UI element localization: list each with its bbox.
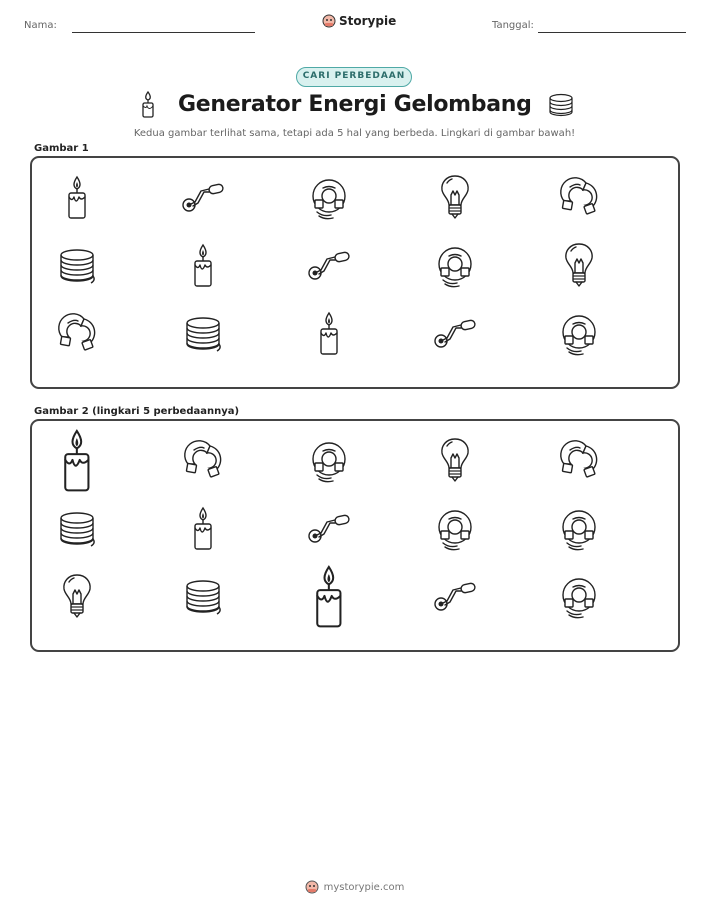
panel1-item-crank-icon [425,304,485,364]
name-label: Nama: [24,20,57,31]
panel2-item-crank-icon[interactable] [425,567,485,627]
panel1-item-bulb-icon [425,168,485,228]
panel1-item-crank-icon [299,236,359,296]
panel1-item-magnet-coil-icon [549,304,609,364]
picture-panel-2[interactable] [30,419,680,652]
panel1-label: Gambar 1 [34,143,89,154]
panel1-item-coil-icon [173,304,233,364]
panel2-item-candle-large-icon[interactable] [299,567,359,627]
activity-badge: CARI PERBEDAAN [296,67,412,87]
storypie-mascot-icon [305,880,319,894]
panel2-item-crank-icon[interactable] [299,499,359,559]
footer [0,880,709,894]
panel2-item-candle-large-icon[interactable] [47,431,107,491]
panel2-item-coil-icon[interactable] [173,567,233,627]
panel2-item-coil-icon[interactable] [47,499,107,559]
panel2-item-magnet-coil-icon[interactable] [299,431,359,491]
picture-panel-1 [30,156,680,389]
panel2-item-magnet-icon[interactable] [549,431,609,491]
candle-icon [138,90,158,120]
storypie-mascot-icon [322,14,336,28]
panel2-item-bulb-icon[interactable] [425,431,485,491]
panel2-label: Gambar 2 (lingkari 5 perbedaannya) [34,406,240,417]
name-input-line[interactable] [72,32,255,33]
date-input-line[interactable] [538,32,686,33]
panel2-item-magnet-icon[interactable] [173,431,233,491]
panel1-item-magnet-icon [549,168,609,228]
panel1-item-magnet-icon [47,304,107,364]
panel1-item-candle-icon [173,236,233,296]
page-title: Generator Energi Gelombang [178,92,532,117]
brand-logo [322,14,396,28]
panel2-item-magnet-coil-icon[interactable] [549,499,609,559]
worksheet-header [0,14,709,44]
panel1-item-magnet-coil-icon [299,168,359,228]
coil-icon [548,92,574,118]
panel1-item-candle-icon [47,168,107,228]
panel2-item-bulb-icon[interactable] [47,567,107,627]
panel1-item-crank-icon [173,168,233,228]
panel1-item-magnet-coil-icon [425,236,485,296]
panel2-item-candle-icon[interactable] [173,499,233,559]
instructions: Kedua gambar terlihat sama, tetapi ada 5 hal yang berbeda. Lingkari di gambar bawah! [133,128,576,139]
footer-url: mystorypie.com [323,881,405,893]
panel1-item-bulb-icon [549,236,609,296]
panel2-item-magnet-coil-icon[interactable] [549,567,609,627]
date-label: Tanggal: [492,20,534,31]
brand-name: Storypie [339,14,397,28]
panel1-item-candle-icon [299,304,359,364]
panel2-item-magnet-coil-icon[interactable] [425,499,485,559]
panel1-item-coil-icon [47,236,107,296]
